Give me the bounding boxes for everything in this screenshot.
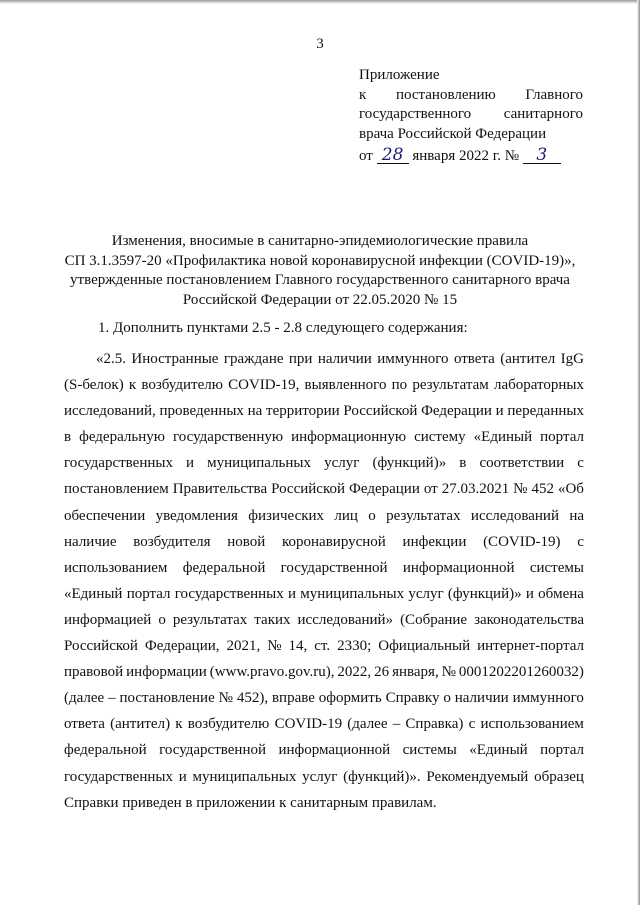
paragraph-word: услуг [408, 585, 444, 602]
paragraph-word: использованием [480, 716, 584, 733]
paragraph-word: инфекции [402, 533, 467, 550]
paragraph-word: с [468, 716, 476, 733]
paragraph-word: федеральной [182, 559, 266, 576]
paragraph-word: ответа [64, 716, 105, 733]
paragraph-word: при [288, 351, 313, 367]
paragraph-word: услуг [324, 455, 360, 472]
paragraph-word: № [441, 664, 456, 681]
paragraph-word: портал [126, 585, 171, 602]
paragraph-line [64, 711, 584, 737]
title-line: утвержденные постановлением Главного государственного санитарного врача [70, 272, 570, 288]
paragraph-word: (S-белок) [64, 377, 124, 394]
paragraph-word: государственную [172, 429, 284, 446]
paragraph-word: (функций)». [343, 768, 421, 785]
appendix-word: Главного [525, 86, 583, 103]
paragraph-word: государственных [64, 455, 173, 472]
paragraph-word: «2.5. [96, 351, 126, 367]
paragraph-word: Российской [271, 481, 346, 498]
appendix-word: к [359, 86, 367, 103]
paragraph-word: 2022, [337, 664, 372, 681]
paragraph-word: Справку [385, 690, 440, 707]
paragraph-word: (далее [64, 690, 105, 707]
paragraph-word: муниципальных [300, 585, 405, 602]
paragraph-word: лабораторных [493, 377, 584, 394]
paragraph-word: муниципальных [207, 455, 312, 472]
appendix-word: постановлению [395, 86, 496, 103]
paragraph-word: (антител) [110, 716, 171, 733]
paragraph-word: № [267, 638, 282, 655]
paragraph-line [64, 685, 584, 711]
paragraph-word: Российской [343, 403, 418, 420]
paragraph-word: Рекомендуемый [426, 768, 529, 785]
paragraph-line [64, 424, 584, 450]
paragraph-word: Иностранные [131, 351, 219, 367]
paragraph-line [64, 737, 584, 763]
title-line: СП 3.1.3597-20 «Профилактика новой коронавирусной инфекции (COVID-19)», [64, 252, 576, 269]
paragraph-word: государственных [64, 768, 173, 785]
handwritten-number: 3 [523, 148, 561, 164]
title-line: Изменения, вносимые в санитарно-эпидемиологические правила [111, 233, 529, 249]
paragraph-word: 2330; [337, 638, 372, 655]
paragraph-word: (Собрание [400, 611, 468, 628]
paragraph-word: физических [248, 507, 325, 524]
paragraph-word: «Об [557, 481, 584, 498]
paragraph-word: и [287, 585, 297, 602]
paragraph-word: «Единый [469, 742, 528, 759]
page-number: 3 [316, 36, 324, 52]
paragraph-line [64, 476, 584, 502]
paragraph-word: января, [392, 664, 439, 681]
paragraph-word: таких [254, 611, 291, 628]
paragraph-word: системы [529, 559, 584, 576]
paragraph-word: постановлением [64, 481, 169, 498]
paragraph-word: 2021, [226, 638, 261, 655]
paragraph-word: «Единый [64, 585, 123, 602]
paragraph-word: муниципальных [192, 768, 297, 785]
paragraph-word: «Единый [473, 429, 533, 446]
appendix-title: Приложение [359, 67, 440, 83]
paragraph-word: 27.03.2021 [441, 481, 510, 498]
appendix-date-line [359, 147, 583, 167]
paragraph-line [64, 659, 584, 685]
paragraph-word: образец [534, 768, 584, 785]
paragraph-word: о [158, 611, 166, 628]
paragraph-word: в [459, 455, 467, 472]
paragraph-word: Федерации [421, 403, 492, 420]
paragraph-word: наличии [454, 690, 509, 707]
paragraph-word: результатах [172, 611, 248, 628]
paragraph-word: исследований, [64, 403, 156, 420]
paragraph-word: государственной [159, 742, 266, 759]
paragraph-word: информационную [291, 429, 407, 446]
paragraph-word: иммунного [512, 690, 584, 707]
paragraph-line [64, 607, 584, 633]
paragraph-word: Справки приведен в приложении к санитарным правилам. [64, 794, 437, 811]
paragraph-word: на [247, 403, 263, 420]
paragraph-word: № [513, 481, 528, 498]
paragraph-2-5 [64, 346, 584, 816]
paragraph-word: 0001202201260032) [458, 664, 584, 681]
paragraph-line [64, 372, 584, 398]
paragraph-word: новой [227, 533, 266, 550]
paragraph-word: обмена [538, 585, 584, 602]
paragraph-word: Российской [64, 638, 138, 655]
paragraph-word: уведомления [155, 507, 238, 524]
paragraph-word: IgG [560, 351, 584, 367]
paragraph-word: ст. [314, 638, 331, 655]
paragraph-word: к [128, 377, 137, 394]
paragraph-word: (COVID-19) [483, 533, 561, 550]
paragraph-word: Справка) [405, 716, 464, 733]
paragraph-word: на [569, 507, 584, 524]
paragraph-word: о [443, 690, 451, 707]
paragraph-word: о [368, 507, 376, 524]
paragraph-word: системы [402, 742, 457, 759]
paragraph-word: исследований [470, 507, 559, 524]
paragraph-word: информации [126, 664, 207, 681]
paragraph-word: 14, [288, 638, 308, 655]
paragraph-word: к [175, 716, 183, 733]
paragraph-word: возбудителю [187, 716, 270, 733]
paragraph-word: территории [266, 403, 340, 420]
paragraph-word: № [218, 690, 233, 707]
paragraph-word: вправе [271, 690, 315, 707]
paragraph-word: и [186, 455, 195, 472]
paragraph-word: оформить [318, 690, 382, 707]
appendix-line-2 [359, 86, 583, 106]
paragraph-word: исследований» [297, 611, 394, 628]
paragraph-word: наличие [64, 533, 117, 550]
document-title [40, 232, 600, 310]
paragraph-word: обеспечении [64, 507, 146, 524]
paragraph-line [64, 790, 584, 816]
item-1: 1. Дополнить пунктами 2.5 - 2.8 следующего содержания: [98, 320, 468, 336]
paragraph-word: Правительства [172, 481, 268, 498]
date-prefix: от [359, 148, 373, 164]
paragraph-word: соответствии [479, 455, 565, 472]
paragraph-word: с [577, 533, 584, 550]
paragraph-word: и [178, 768, 187, 785]
paragraph-word: законодательства [474, 611, 584, 628]
appendix-line-3 [359, 105, 583, 125]
paragraph-word: от [423, 481, 438, 498]
paragraph-word: лиц [334, 507, 358, 524]
appendix-word: санитарного [503, 106, 583, 122]
paragraph-line [64, 764, 584, 790]
title-line: Российской Федерации от 22.05.2020 № 15 [182, 291, 458, 308]
paragraph-line [64, 450, 584, 476]
paragraph-word: и [525, 585, 534, 602]
paragraph-word: выявленного [304, 377, 387, 394]
paragraph-word: Официальный [378, 638, 471, 655]
paragraph-word: информационной [402, 559, 515, 576]
paragraph-word: Федерации, [144, 638, 220, 655]
paragraph-word: портал [540, 742, 584, 759]
paragraph-word: государственной [280, 559, 388, 576]
paragraph-word: портал [540, 429, 584, 446]
paragraph-word: услуг [302, 768, 338, 785]
paragraph-word: проведенных [159, 403, 244, 420]
paragraph-word: 452 [531, 481, 554, 498]
paragraph-word: по [391, 377, 408, 394]
paragraph-word: правовой [64, 664, 124, 681]
paragraph-word: федеральной [64, 742, 147, 759]
paragraph-word: с [577, 455, 584, 472]
paragraph-word: (далее [347, 716, 388, 733]
paragraph-line [64, 555, 584, 581]
paragraph-word: Федерации [349, 481, 420, 498]
paragraph-line [64, 581, 584, 607]
paragraph-word: COVID-19, [228, 377, 300, 394]
paragraph-word: COVID-19 [274, 716, 343, 733]
paragraph-word: (антител [500, 351, 556, 367]
paragraph-line [64, 529, 584, 555]
appendix-block [359, 66, 583, 167]
paragraph-word: коронавирусной [282, 533, 386, 550]
paragraph-word: систему [414, 429, 466, 446]
paragraph-line [64, 633, 584, 659]
paragraph-word: постановление [119, 690, 215, 707]
paragraph-word: информацией [64, 611, 152, 628]
paragraph-word: 452), [236, 690, 269, 707]
appendix-line-4: врача Российской Федерации [359, 125, 547, 142]
paragraph-word: наличии [317, 351, 372, 367]
paragraph-word: информационной [278, 742, 391, 759]
paragraph-word: 26 [374, 664, 390, 681]
paragraph-word: федеральную [79, 429, 165, 446]
paragraph-word: и [495, 403, 504, 420]
paragraph-word: (функций)» [372, 455, 447, 472]
paragraph-line [64, 503, 584, 529]
paragraph-word: граждане [223, 351, 284, 367]
appendix-word: государственного [359, 106, 472, 122]
paragraph-word: результатам [412, 377, 489, 394]
date-rest: января 2022 г. № [412, 148, 519, 164]
scan-edge-top [0, 0, 640, 4]
paragraph-word: (функций)» [447, 585, 522, 602]
handwritten-day: 28 [377, 148, 409, 164]
paragraph-word: – [392, 716, 401, 733]
paragraph-word: иммунного [377, 351, 449, 367]
paragraph-word: государственных [174, 585, 284, 602]
paragraph-word: – [108, 690, 116, 707]
paragraph-line [64, 346, 584, 372]
paragraph-word: ответа [453, 351, 495, 367]
paragraph-word: возбудителю [141, 377, 223, 394]
paragraph-word: использованием [64, 559, 168, 576]
paragraph-word: результатах [386, 507, 461, 524]
paragraph-word: возбудителя [133, 533, 211, 550]
paragraph-line [64, 398, 584, 424]
paragraph-word: (www.pravo.gov.ru), [209, 664, 335, 681]
paragraph-word: в [64, 429, 72, 446]
paragraph-word: интернет-портал [477, 638, 584, 655]
paragraph-word: переданных [507, 403, 584, 420]
